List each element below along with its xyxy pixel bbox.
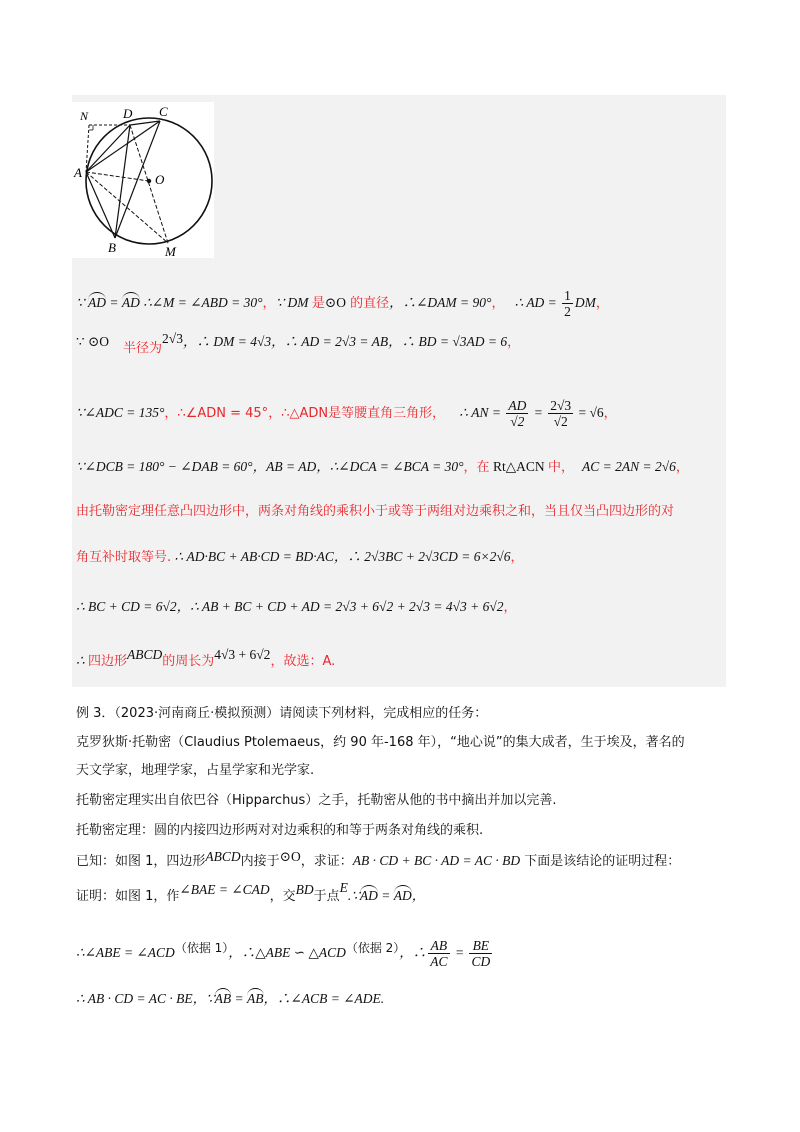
text: E — [339, 880, 348, 895]
text: ， — [491, 296, 505, 311]
text: ， — [507, 335, 521, 350]
example-paragraph-5: 托勒密定理：圆的内接四边形两对对边乘积的和等于两条对角线的乘积. — [76, 823, 484, 838]
text: ， — [603, 406, 617, 421]
text: ，AB = AD — [252, 459, 317, 474]
solution-line-1 — [76, 288, 609, 319]
label-m: M — [165, 244, 176, 258]
solution-line-5: 由托勒密定理任意凸四边形中，两条对角线的乘积小于或等于两组对边乘积之和，当且仅当凸四边形的对 — [76, 504, 675, 519]
text: ∴ BC + CD = 6√2 — [76, 599, 177, 614]
label-b: B — [108, 240, 116, 255]
text: ，∴ DM = 4√3 — [182, 334, 272, 349]
label-a: A — [74, 165, 82, 180]
solution-line-3 — [76, 398, 617, 429]
text: = — [530, 405, 547, 420]
example-paragraph-9 — [76, 988, 384, 1009]
numerator: 2√3 — [550, 398, 572, 413]
text: ∴ — [76, 653, 88, 668]
text: 于点 — [313, 889, 340, 904]
text: 下面是该结论的证明过程： — [520, 854, 681, 869]
arc-ad: AD — [88, 292, 106, 312]
example-paragraph-4: 托勒密定理实出自依巴谷（Hipparchus）之手，托勒密从他的书中摘出并加以完善. — [76, 793, 557, 808]
arc-ab: AB — [215, 988, 232, 1008]
text: . — [380, 991, 385, 1006]
text: Rt△ACN — [489, 459, 548, 474]
text: = — [377, 888, 394, 903]
text: 2√3 — [162, 331, 183, 346]
text: 的直径 — [345, 296, 390, 311]
label-o: O — [155, 172, 165, 187]
text: ， — [503, 600, 517, 615]
text: ，∵ — [192, 991, 215, 1006]
text: ，∴△ADN — [268, 406, 329, 421]
arc-ad: AD — [122, 292, 140, 312]
text: = — [231, 991, 248, 1006]
text: 半径为 — [123, 341, 163, 356]
text: ∴ AD = — [514, 295, 561, 310]
text: AB · CD + BC · AD = AC · BD — [352, 853, 521, 868]
text: ∴ AD·BC + AB·CD = BD·AC — [171, 549, 334, 564]
fraction-ab-ac — [428, 938, 449, 969]
denominator: AC — [430, 954, 448, 969]
text: ， — [675, 460, 689, 475]
arc-ab: AB — [247, 988, 264, 1008]
label-c: C — [159, 104, 168, 119]
text: ，∴ AB + BC + CD + AD = 2√3 + 6√2 + 2√3 = 4√3 + 6√2 — [176, 599, 504, 614]
numerator: AD — [508, 398, 527, 413]
numerator: BE — [469, 938, 492, 954]
text: 是等腰直角三角形， — [328, 406, 446, 421]
text: ，∴∠DAM = 90° — [389, 295, 492, 310]
example-paragraph-7 — [76, 880, 426, 906]
text: ，求证： — [300, 854, 353, 869]
example-heading: 例 3．（2023·河南商丘·模拟预测）请阅读下列材料，完成相应的任务： — [76, 706, 488, 721]
fraction — [506, 398, 528, 429]
solution-line-6 — [76, 548, 524, 567]
text: ABCD — [205, 849, 241, 864]
text: ∴ AN = — [459, 405, 505, 420]
text: ，∴△ABE ∽ △ACD — [228, 945, 346, 960]
text: ，故选：A. — [270, 654, 336, 669]
text: ∵ — [76, 295, 88, 310]
text: 是 — [311, 296, 325, 311]
text: （依据 1） — [174, 941, 229, 955]
text: （依据 2） — [345, 941, 400, 955]
text: ∵ ⊙O — [76, 334, 110, 349]
denominator: √2 — [510, 414, 525, 429]
text: = — [105, 295, 122, 310]
text: = — [451, 945, 468, 960]
text: 的周长为 — [162, 654, 215, 669]
fraction-be-cd — [469, 938, 492, 969]
text: AC = 2AN = 2√6 — [581, 459, 676, 474]
text: 证明：如图 1，作 — [76, 889, 180, 904]
text: 4√3 + 6√2 — [214, 647, 271, 662]
text: ，∴∠ADN = 45° — [164, 406, 269, 421]
solution-line-8 — [76, 647, 336, 671]
text: ，∴∠DCA = ∠BCA = 30° — [316, 459, 464, 474]
text: 已知：如图 1，四边形 — [76, 854, 206, 869]
text: ∵ DM — [275, 295, 312, 310]
fraction-half — [562, 288, 573, 319]
text: 中， — [547, 460, 574, 475]
text: ABCD — [126, 647, 163, 662]
text: ，∴ — [399, 945, 427, 960]
text: 四边形 — [87, 654, 127, 669]
text: ∴∠ABE = ∠ACD — [76, 945, 175, 960]
text: ，∴ BD = √3AD = 6 — [388, 334, 508, 349]
denominator: √2 — [553, 414, 568, 429]
text: .∵ — [347, 888, 360, 903]
text: ， — [595, 296, 609, 311]
text: ，交 — [269, 889, 296, 904]
text: 角互补时取等号. — [76, 550, 172, 565]
denominator: CD — [471, 954, 491, 969]
circle-figure — [72, 102, 214, 258]
text: ，在 — [463, 460, 490, 475]
solution-line-7 — [76, 598, 517, 617]
example-paragraph-6 — [76, 849, 681, 871]
text: ， — [411, 888, 426, 903]
text: 内接于 — [240, 854, 280, 869]
text: ，∴∠ACB = ∠ADE — [263, 991, 381, 1006]
label-n: N — [80, 109, 89, 123]
example-paragraph-2: 克罗狄斯·托勒密（Claudius Ptolemaeus，约 90 年-168 年），“地心说”的集大成者，生于埃及，著名的 — [76, 735, 685, 750]
text: ，∴ 2√3BC + 2√3CD = 6×2√6 — [333, 549, 511, 564]
arc-ad: AD — [394, 885, 412, 905]
text: = √6 — [575, 405, 604, 420]
text: DM — [574, 295, 596, 310]
text: ，∴ AD = 2√3 = AB — [271, 334, 389, 349]
numerator: 1 — [564, 288, 571, 303]
numerator: AB — [428, 938, 449, 954]
fraction — [548, 398, 573, 429]
label-d: D — [123, 106, 133, 121]
text: ， — [510, 550, 524, 565]
text: ⊙O — [324, 295, 346, 310]
text: ⊙O — [279, 849, 301, 864]
solution-line-4 — [76, 458, 689, 477]
text: BD — [295, 882, 314, 897]
text: ∵∠DCB = 180° − ∠DAB = 60° — [76, 459, 253, 474]
example-paragraph-3: 天文学家，地理学家，占星学家和光学家. — [76, 763, 315, 778]
text: ∴ AB · CD = AC · BE — [76, 991, 193, 1006]
text: ∵∠ADC = 135° — [76, 405, 165, 420]
example-paragraph-8 — [76, 938, 494, 969]
text: ， — [262, 296, 276, 311]
arc-ad: AD — [360, 885, 378, 905]
solution-line-2 — [76, 331, 521, 356]
text: ∠BAE = ∠CAD — [179, 882, 270, 897]
center-dot — [147, 179, 151, 183]
text: ∴∠M = ∠ABD = 30° — [139, 295, 263, 310]
denominator: 2 — [564, 304, 571, 319]
